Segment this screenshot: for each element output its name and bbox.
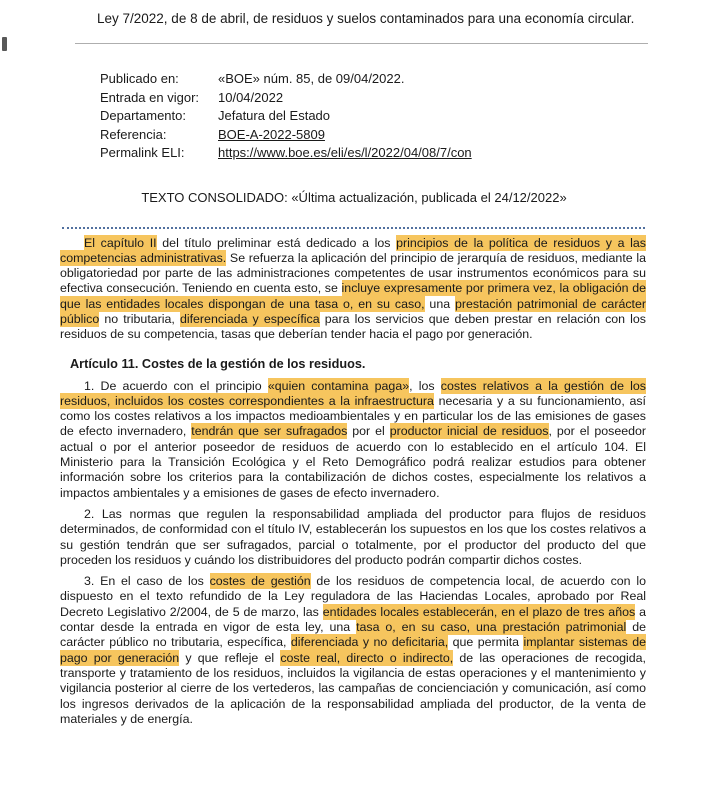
plain-text: 2. Las normas que regulen la responsabilidad ampliada del productor para flujos de residuos determinados, de conformidad con el título IV, establecerán los supuestos en los que los costes relativos a su gestión tendrán que ser sufragados, parcial o totalmente, por el productor del producto del que proceden los residuos y cuándo los distribuidores del producto podrán compartir dichos costes. xyxy=(60,506,646,567)
plain-text: del título preliminar está dedicado a los xyxy=(156,235,397,250)
plain-text: para los servicios que deben prestar en relación con los residuos de su competencia, tasas que deberían tender hacia el pago por generación. xyxy=(60,311,646,342)
plain-text: , los xyxy=(409,378,441,393)
permalink-eli-link[interactable]: https://www.boe.es/eli/es/l/2022/04/08/7/con xyxy=(218,145,472,160)
plain-text: 3. En el caso de los xyxy=(84,574,210,589)
plain-text: , por el poseedor actual o por el anterior poseedor de residuos de acuerdo con lo establecido en el artículo 104. El Ministerio para la Transición Ecológica y el Reto Demográfico podrá realizar estudios para obtener información sobre los criterios para la contabilización de dichos costes, especialmente los relativos a impactos ambientales y a emisiones de gases de efecto invernadero. xyxy=(60,424,647,500)
metadata-row-published xyxy=(100,70,648,89)
metadata-label: Entrada en vigor: xyxy=(100,89,200,105)
highlighted-text: prestación patrimonial de carácter público xyxy=(60,296,646,326)
plain-text: Se refuerza la aplicación del principio de jerarquía de residuos, mediante la obligatoriedad por parte de las administraciones competentes de usar instrumentos económicos para su efectiva consecución. Teniendo en cuenta esto, se xyxy=(60,250,646,296)
plain-text: de carácter público no tributaria, específica, xyxy=(60,620,646,650)
plain-text: por el xyxy=(347,424,390,439)
highlighted-text: incluye expresamente por primera vez, la obligación de que las entidades locales dispongan de una tasa o, en su caso, xyxy=(60,281,646,311)
document-title: Ley 7/2022, de 8 de abril, de residuos y suelos contaminados para una economía circular. xyxy=(97,11,635,26)
dotted-separator xyxy=(62,227,645,229)
highlighted-text: diferenciada y específica xyxy=(179,311,320,326)
metadata-row-department xyxy=(100,107,648,126)
plain-text: y que refleje el xyxy=(179,650,281,665)
metadata-row-entry-into-force xyxy=(100,89,648,108)
highlighted-text: tendrán que ser sufragados xyxy=(191,424,348,439)
intro-paragraph xyxy=(60,236,646,343)
consolidated-text-banner: TEXTO CONSOLIDADO: «Última actualización, publicada el 24/12/2022» xyxy=(141,189,567,205)
highlighted-text: diferenciada y no deficitaria, xyxy=(290,635,449,650)
highlighted-text: costes relativos a la gestión de los residuos, incluidos los costes correspondientes a la infraestructura xyxy=(60,378,647,408)
metadata-row-reference xyxy=(100,126,648,145)
highlighted-text: coste real, directo o indirecto, xyxy=(280,650,454,665)
article-11-paragraph-3 xyxy=(60,574,646,727)
highlighted-text: El capítulo II xyxy=(84,235,157,250)
plain-text: necesaria y a su funcionamiento, así como los costes relativos a los impactos medioambientales y en particular los de las emisiones de gases de efecto invernadero, xyxy=(60,393,646,439)
metadata-value: Jefatura del Estado xyxy=(218,108,331,123)
highlighted-text: productor inicial de residuos xyxy=(389,424,549,439)
metadata-value: «BOE» núm. 85, de 09/04/2022. xyxy=(218,71,405,86)
plain-text: que permita xyxy=(448,635,524,650)
plain-text: de las operaciones de recogida, transporte y tratamiento de los residuos, incluidos la vigilancia de estas operaciones y el mantenimiento y vigilancia posterior al cierre de los vertederos, las campañas de concienciación y comunicación, así como los ingresos derivados de la aplicación de la responsabilidad ampliada del productor, de la venta de materiales y de energía. xyxy=(60,650,646,726)
plain-text: a contar desde la entrada en vigor de esta ley, una xyxy=(60,604,646,635)
document-body xyxy=(60,227,646,728)
plain-text: no tributaria, xyxy=(99,311,180,326)
article-11-paragraph-1 xyxy=(60,379,646,501)
metadata-label: Publicado en: xyxy=(100,71,179,86)
metadata-label: Referencia: xyxy=(100,126,167,142)
plain-text: de los residuos de competencia local, de acuerdo con lo dispuesto en el texto refundido de la Ley reguladora de las Haciendas Locales, aprobado por Real Decreto Legislativo 2/2004, de 5 de marzo, las xyxy=(60,574,646,619)
highlighted-text: costes de gestión xyxy=(209,574,311,589)
divider-rule xyxy=(75,43,648,44)
scan-artifact xyxy=(2,37,7,51)
metadata-label: Departamento: xyxy=(100,108,186,123)
metadata-value: 10/04/2022 xyxy=(218,89,284,105)
reference-link[interactable]: BOE-A-2022-5809 xyxy=(218,126,325,142)
highlighted-text: «quien contamina paga» xyxy=(267,378,410,393)
highlighted-text: tasa o, en su caso, una prestación patrimonial xyxy=(356,620,627,635)
metadata-table xyxy=(100,70,648,163)
highlighted-text: entidades locales establecerán, en el plazo de tres años xyxy=(322,604,636,619)
article-11-heading: Artículo 11. Costes de la gestión de los residuos. xyxy=(70,356,366,371)
plain-text: 1. De acuerdo con el principio xyxy=(84,378,268,393)
metadata-label: Permalink ELI: xyxy=(100,145,185,160)
highlighted-text: implantar sistemas de pago por generación xyxy=(60,635,646,665)
metadata-row-permalink xyxy=(100,144,648,163)
plain-text: una xyxy=(424,296,455,311)
highlighted-text: principios de la política de residuos y a las competencias administrativas. xyxy=(60,235,647,265)
article-11-paragraph-2 xyxy=(60,507,646,568)
